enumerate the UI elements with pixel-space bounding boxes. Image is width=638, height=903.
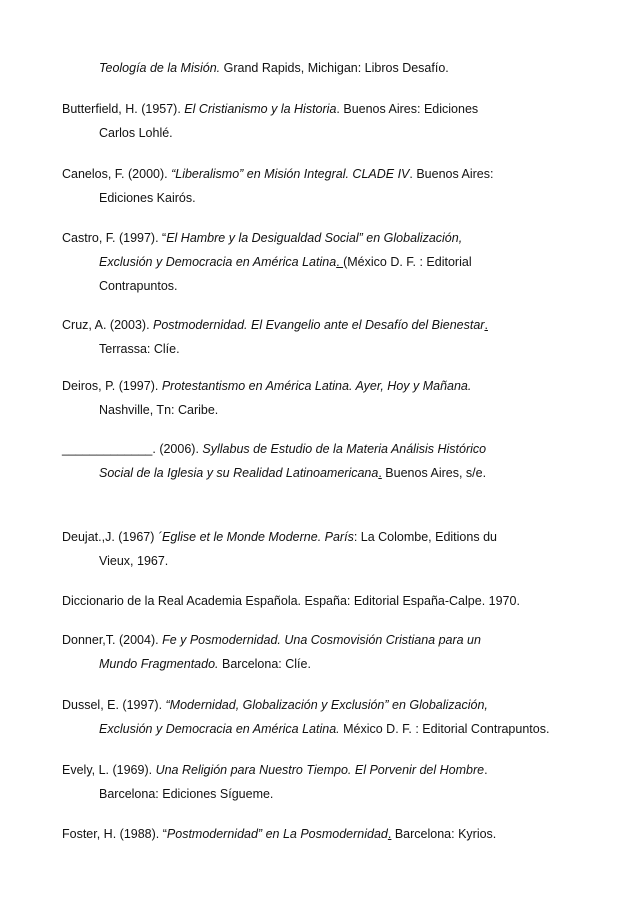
bib-entry-continuation-line <box>62 553 622 577</box>
bib-text: . <box>336 255 344 269</box>
bib-text: Barcelona: Clíe. <box>218 657 311 671</box>
bib-title-text: ´Eglise et le Monde Moderne. París <box>157 530 354 544</box>
bib-entry-continuation-line <box>62 721 622 745</box>
bib-text: Foster, H. (1988). “ <box>62 827 167 841</box>
bib-entry-continuation-line <box>62 190 622 214</box>
bib-entry-first-line <box>62 826 622 850</box>
bib-entry-first-line <box>62 378 622 402</box>
bib-text: Donner,T. (2004). <box>62 633 163 647</box>
bib-title-text: Teología de la Misión. <box>99 61 221 75</box>
bib-entry <box>62 101 622 149</box>
bib-title-text: Una Religión para Nuestro Tiempo. El Porvenir del Hombre <box>155 763 485 777</box>
bib-title-text: Postmodernidad. El Evangelio ante el Desafío del Bienestar <box>153 318 485 332</box>
bib-entry-first-line <box>62 697 622 721</box>
bib-entry-first-line <box>62 593 622 617</box>
bib-title-text: Fe y Posmodernidad. Una Cosmovisión Cristiana para un <box>162 633 481 647</box>
bib-text: . <box>484 763 488 777</box>
bib-entry-first-line <box>62 60 622 84</box>
bib-text: _____________. (2006). <box>62 442 203 456</box>
bib-text: Barcelona: Ediciones Sígueme. <box>99 787 274 801</box>
bib-text: . Buenos Aires: <box>409 167 494 181</box>
bib-text: Carlos Lohlé. <box>99 126 173 140</box>
bib-text: Contrapuntos. <box>99 279 178 293</box>
bib-text: Grand Rapids, Michigan: Libros Desafío. <box>220 61 449 75</box>
bib-entry <box>62 762 622 810</box>
bib-text: Butterfield, H. (1957). <box>62 102 185 116</box>
bib-entry-continuation-line <box>62 278 622 302</box>
bib-entry-first-line <box>62 166 622 190</box>
bib-text: Buenos Aires, s/e. <box>381 466 487 480</box>
bib-text: México D. F. : Editorial Contrapuntos. <box>339 722 550 736</box>
bib-entry <box>62 529 622 577</box>
bib-entry-first-line <box>62 101 622 125</box>
bib-entry <box>62 378 622 426</box>
bib-entry-first-line <box>62 230 622 254</box>
bib-text: Canelos, F. (2000). <box>62 167 172 181</box>
bib-text: Deiros, P. (1997). <box>62 379 162 393</box>
bib-text: Terrassa: Clíe. <box>99 342 180 356</box>
bib-title-text: Exclusión y Democracia en América Latina <box>99 255 337 269</box>
bib-text: . <box>387 827 392 841</box>
bib-entry <box>62 697 622 745</box>
bib-title-text: Syllabus de Estudio de la Materia Análisis Histórico <box>202 442 487 456</box>
bib-entry-continuation-line <box>62 254 622 278</box>
bib-title-text: “Liberalismo” en Misión Integral. CLADE IV <box>171 167 410 181</box>
bib-title-text: El Cristianismo y la Historia <box>184 102 337 116</box>
bib-title-text: El Hambre y la Desigualdad Social” en Globalización, <box>166 231 463 245</box>
bib-entry-first-line <box>62 317 622 341</box>
bib-entry <box>62 166 622 214</box>
bib-entry-first-line <box>62 762 622 786</box>
bib-text: Evely, L. (1969). <box>62 763 156 777</box>
bib-entry <box>62 230 622 302</box>
bib-text: Castro, F. (1997). “ <box>62 231 167 245</box>
bib-text: . Buenos Aires: Ediciones <box>336 102 479 116</box>
bib-entry-continuation-line <box>62 656 622 680</box>
bib-entry-first-line <box>62 529 622 553</box>
bib-entry-continuation-line <box>62 341 622 365</box>
bib-entry-continuation-line <box>62 465 622 489</box>
bib-entry-first-line <box>62 441 622 465</box>
bib-text: Diccionario de la Real Academia Española. España: Editorial España-Calpe. 1970. <box>62 594 520 608</box>
bib-text: Deujat.,J. (1967) <box>62 530 158 544</box>
bib-entry-first-line <box>62 632 622 656</box>
bib-text: . <box>484 318 488 332</box>
bib-title-text: Social de la Iglesia y su Realidad Latinoamericana <box>99 466 379 480</box>
bib-entry-continuation-line <box>62 786 622 810</box>
bib-title-text: Mundo Fragmentado. <box>99 657 219 671</box>
bib-text: Vieux, 1967. <box>99 554 169 568</box>
bib-text: (México D. F. : Editorial <box>343 255 472 269</box>
bib-text: Nashville, Tn: Caribe. <box>99 403 219 417</box>
bib-entry <box>62 60 622 84</box>
bib-entry-continuation-line <box>62 125 622 149</box>
bib-text: Barcelona: Kyrios. <box>391 827 497 841</box>
bib-title-text: “Modernidad, Globalización y Exclusión” en Globalización, <box>165 698 488 712</box>
bib-text: . <box>378 466 382 480</box>
bib-title-text: Exclusión y Democracia en América Latina. <box>99 722 340 736</box>
bib-entry <box>62 593 622 617</box>
bib-text: : La Colombe, Editions du <box>353 530 497 544</box>
bib-entry <box>62 441 622 489</box>
bib-entry <box>62 826 622 850</box>
bib-title-text: Postmodernidad” en La Posmodernidad <box>166 827 388 841</box>
bib-entry-continuation-line <box>62 402 622 426</box>
bib-entry <box>62 317 622 365</box>
bib-title-text: Protestantismo en América Latina. Ayer, Hoy y Mañana. <box>161 379 472 393</box>
bib-text: Ediciones Kairós. <box>99 191 196 205</box>
bib-text: Dussel, E. (1997). <box>62 698 166 712</box>
bib-text: Cruz, A. (2003). <box>62 318 154 332</box>
bib-entry <box>62 632 622 680</box>
